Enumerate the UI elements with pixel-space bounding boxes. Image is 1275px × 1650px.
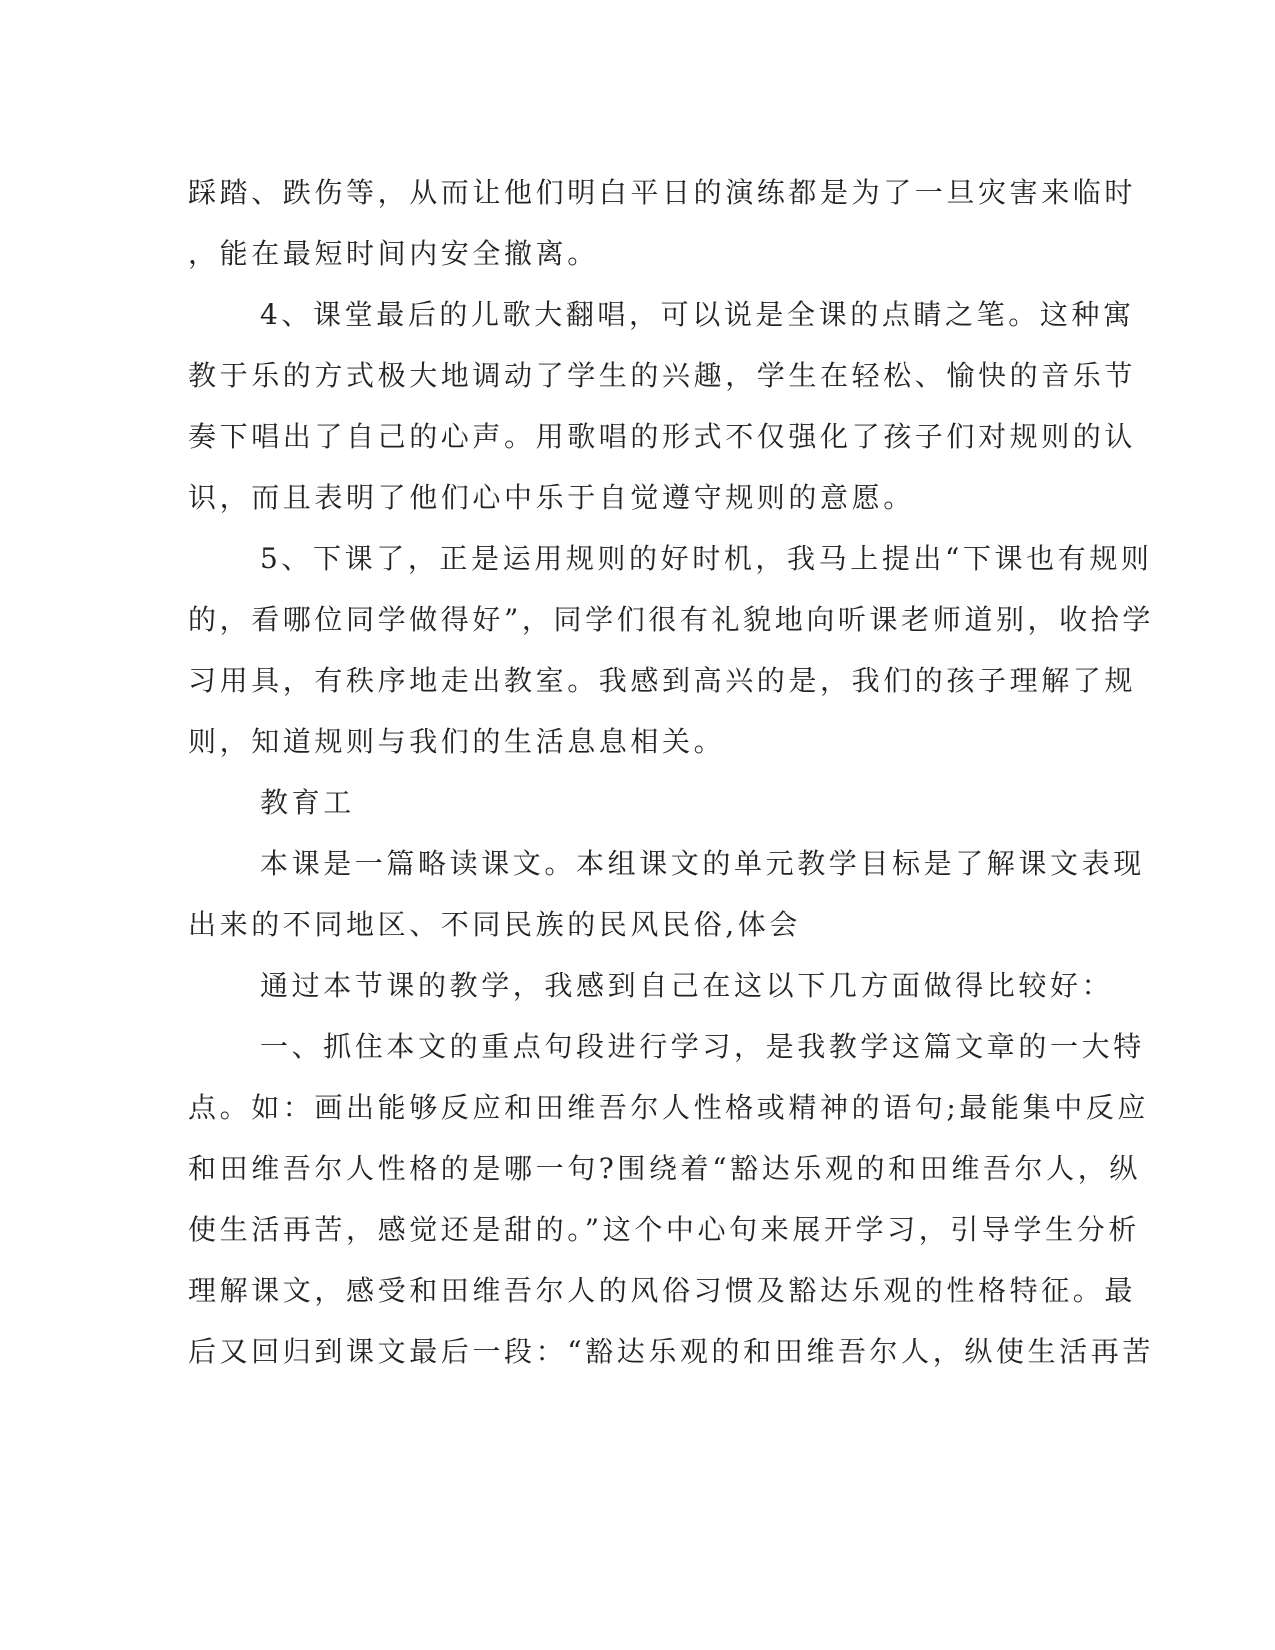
text-line-6: 识，而且表明了他们心中乐于自觉遵守规则的意愿。 <box>188 481 915 514</box>
text-line-19: 理解课文，感受和田维吾尔人的风俗习惯及豁达乐观的性格特征。最 <box>188 1274 1137 1307</box>
text-line-7: 5、下课了，正是运用规则的好时机，我马上提出“下课也有规则 <box>260 542 1153 575</box>
text-line-14: 通过本节课的教学，我感到自己在这以下几方面做得比较好： <box>260 969 1114 1002</box>
text-line-12: 本课是一篇略读课文。本组课文的单元教学目标是了解课文表现 <box>260 847 1145 880</box>
text-line-11: 教育工 <box>260 786 355 819</box>
text-line-9: 习用具，有秩序地走出教室。我感到高兴的是，我们的孩子理解了规 <box>188 664 1137 697</box>
text-line-2: ，能在最短时间内安全撤离。 <box>188 237 599 270</box>
text-line-10: 则，知道规则与我们的生活息息相关。 <box>188 725 726 758</box>
text-line-15: 一、抓住本文的重点句段进行学习，是我教学这篇文章的一大特 <box>260 1030 1145 1063</box>
document-text-body <box>188 162 1154 1382</box>
text-line-18: 使生活再苦，感觉还是甜的。”这个中心句来展开学习，引导学生分析 <box>188 1213 1140 1246</box>
text-line-4: 教于乐的方式极大地调动了学生的兴趣，学生在轻松、愉快的音乐节 <box>188 359 1137 392</box>
text-line-13: 出来的不同地区、不同民族的民风民俗,体会 <box>188 908 801 941</box>
text-line-16: 点。如：画出能够反应和田维吾尔人性格或精神的语句;最能集中反应 <box>188 1091 1150 1124</box>
text-line-1: 踩踏、跌伤等，从而让他们明白平日的演练都是为了一旦灾害来临时 <box>188 176 1137 209</box>
text-line-3: 4、课堂最后的儿歌大翻唱，可以说是全课的点睛之笔。这种寓 <box>260 298 1135 331</box>
text-line-17: 和田维吾尔人性格的是哪一句?围绕着“豁达乐观的和田维吾尔人，纵 <box>188 1152 1141 1185</box>
text-line-8: 的，看哪位同学做得好”，同学们很有礼貌地向听课老师道别，收拾学 <box>188 603 1154 636</box>
text-line-5: 奏下唱出了自己的心声。用歌唱的形式不仅强化了孩子们对规则的认 <box>188 420 1137 453</box>
text-line-20: 后又回归到课文最后一段：“豁达乐观的和田维吾尔人，纵使生活再苦 <box>188 1335 1154 1368</box>
